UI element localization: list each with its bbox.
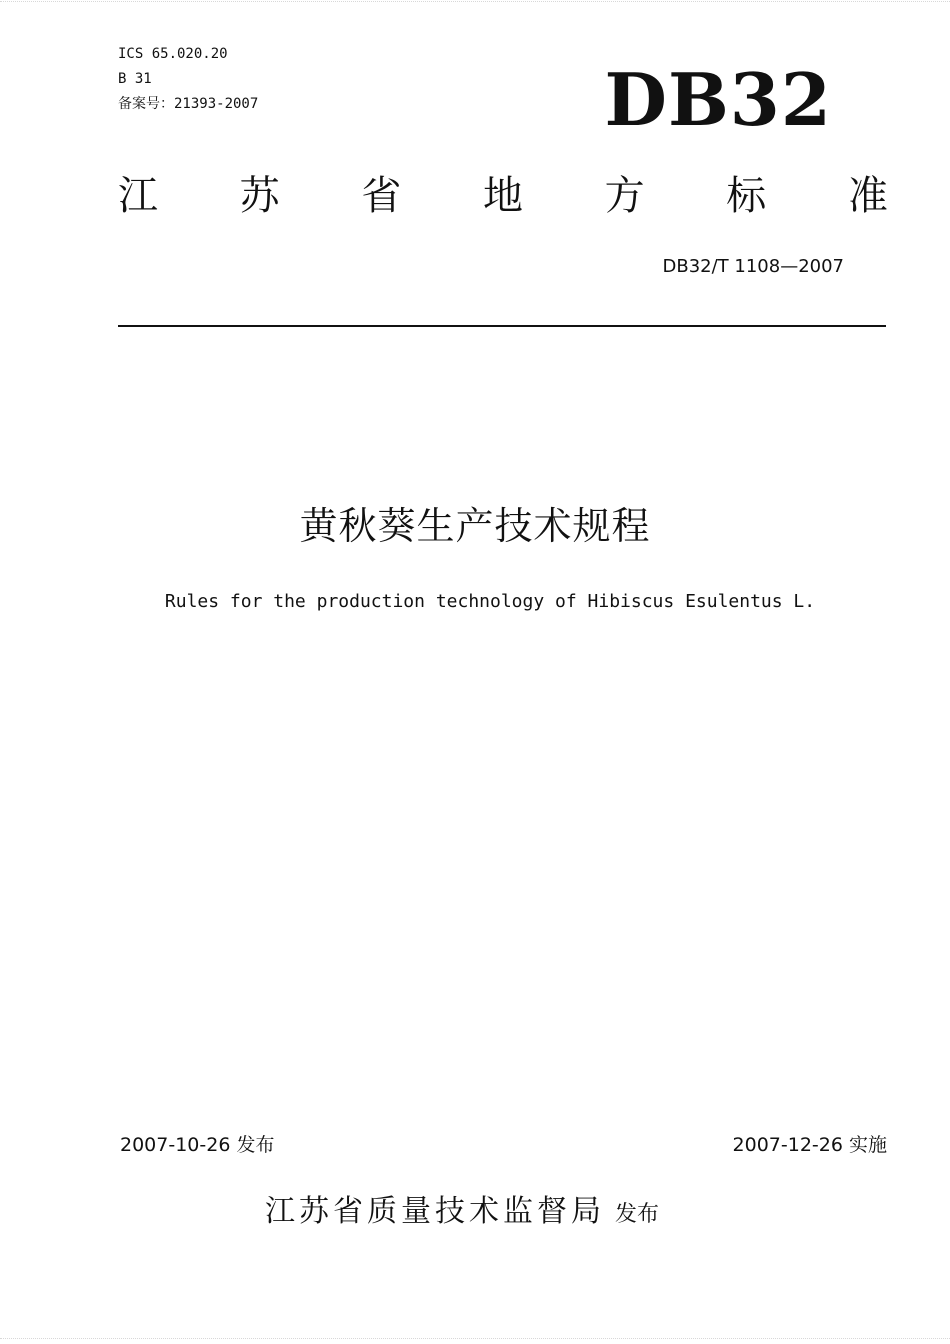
publisher-name: 江苏省质量技术监督局 (265, 1194, 605, 1229)
classification-code: B 31 (118, 71, 152, 87)
standard-type-char: 方 (604, 173, 645, 219)
effective-date: 2007-12-26 实施 (732, 1134, 887, 1156)
standard-type-char: 省 (361, 173, 402, 219)
standard-type-heading (118, 170, 888, 222)
issue-date: 2007-10-26 发布 (120, 1134, 275, 1156)
brand-code-logo: DB32 (604, 57, 832, 142)
document-title-chinese: 黄秋葵生产技术规程 (299, 504, 651, 548)
publisher-line (265, 1192, 659, 1235)
scan-edge-top (0, 1, 950, 2)
scan-edge-bottom (0, 1338, 950, 1339)
standard-type-char: 地 (482, 173, 523, 219)
ics-code: ICS 65.020.20 (118, 46, 228, 62)
standard-type-char: 苏 (239, 173, 280, 219)
document-title-english: Rules for the production technology of Hibiscus Esulentus L. (164, 591, 816, 612)
document-number: DB32/T 1108—2007 (662, 256, 844, 277)
standard-type-char: 准 (847, 173, 888, 219)
standard-type-char: 江 (118, 173, 158, 219)
publisher-suffix: 发布 (615, 1202, 660, 1227)
standard-type-char: 标 (726, 173, 767, 219)
header-divider (118, 325, 886, 327)
record-number: 备案号：21393-2007 (118, 96, 259, 112)
